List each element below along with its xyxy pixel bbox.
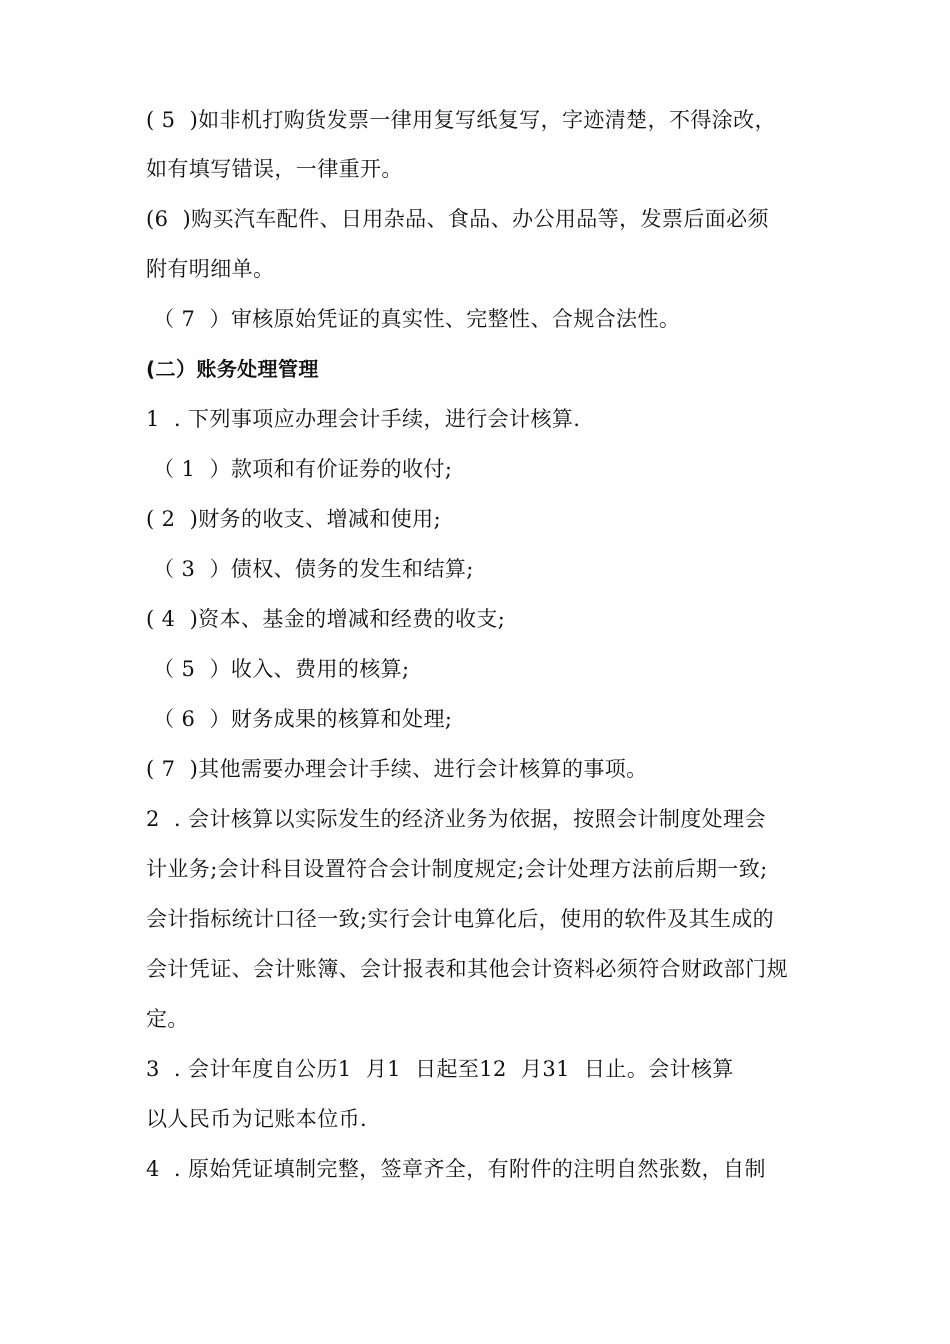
text-line: （ 1 ）款项和有价证券的收付;: [146, 457, 453, 481]
text-line: 3 . 会计年度自公历1 月1 日起至12 月31 日止。会计核算: [146, 1057, 734, 1081]
text-line: （ 6 ）财务成果的核算和处理;: [146, 707, 453, 731]
text-line: 会计凭证、会计账簿、会计报表和其他会计资料必须符合财政部门规: [146, 957, 788, 981]
text-line: （ 5 ）收入、费用的核算;: [146, 657, 410, 681]
text-line: 如有填写错误，一律重开。: [146, 157, 403, 181]
text-line: 附有明细单。: [146, 257, 275, 281]
text-line: 计业务;会计科目设置符合会计制度规定;会计处理方法前后期一致;: [146, 857, 768, 881]
text-line: 定。: [146, 1007, 189, 1031]
text-line: (6 )购买汽车配件、日用杂品、食品、办公用品等，发票后面必须: [146, 207, 769, 231]
text-line: 会计指标统计口径一致;实行会计电算化后，使用的软件及其生成的: [146, 907, 775, 931]
text-line: （ 7 ）审核原始凭证的真实性、完整性、合规合法性。: [146, 307, 681, 331]
text-line: 2 . 会计核算以实际发生的经济业务为依据，按照会计制度处理会: [146, 807, 766, 831]
text-line: 以人民币为记账本位币.: [146, 1107, 368, 1131]
text-line: ( 2 )财务的收支、增减和使用;: [146, 507, 442, 531]
text-line: 4 . 原始凭证填制完整，签章齐全，有附件的注明自然张数，自制: [146, 1157, 766, 1181]
text-line: ( 4 )资本、基金的增减和经费的收支;: [146, 607, 506, 631]
section-heading: (二）账务处理管理: [146, 357, 319, 381]
text-line: 1 . 下列事项应办理会计手续，进行会计核算.: [146, 407, 581, 431]
text-line: ( 7 )其他需要办理会计手续、进行会计核算的事项。: [146, 757, 648, 781]
text-line: ( 5 )如非机打购货发票一律用复写纸复写，字迹清楚，不得涂改，: [146, 108, 776, 132]
text-line: （ 3 ）债权、债务的发生和结算;: [146, 557, 474, 581]
